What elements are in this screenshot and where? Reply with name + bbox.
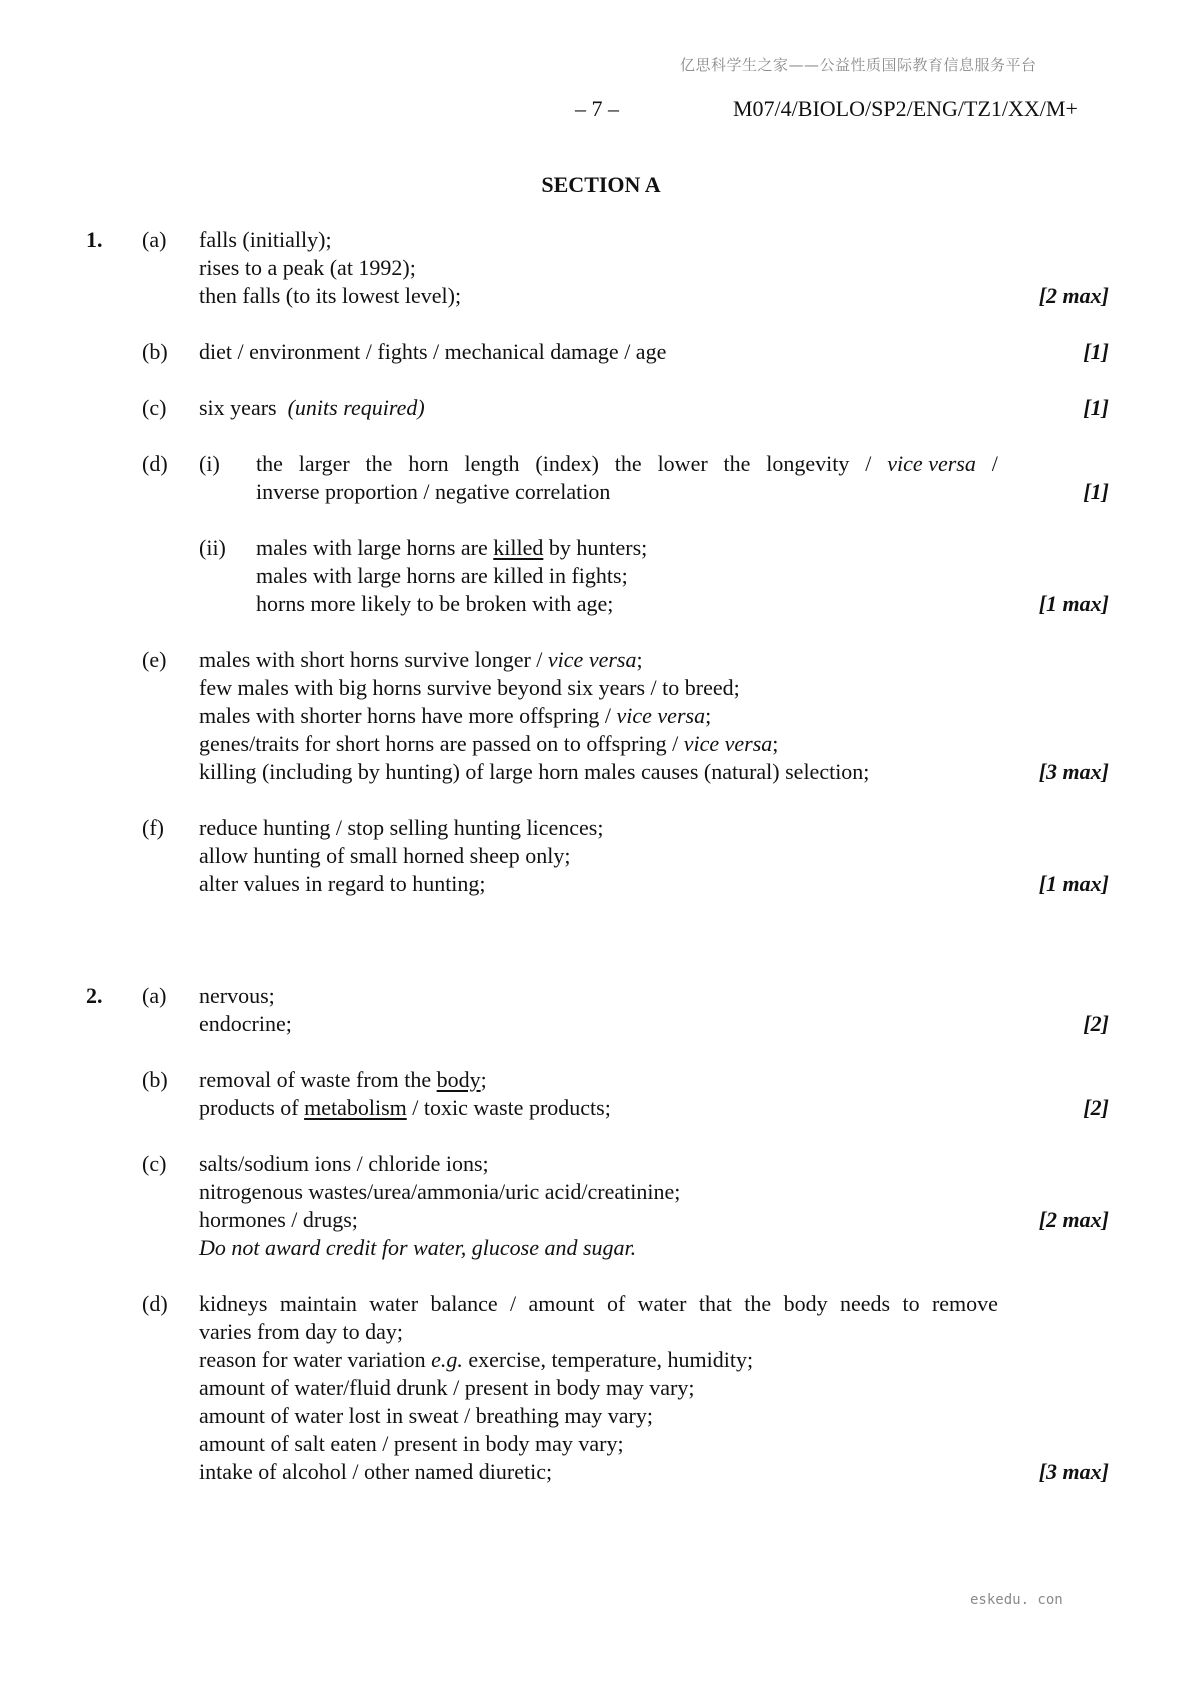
q2d-line-1: kidneys maintain water balance / amount of water that the body needs to remove bbox=[199, 1291, 998, 1316]
q2d-label: (d) bbox=[142, 1291, 168, 1316]
q1dii-line-1: males with large horns are killed by hunters; bbox=[256, 535, 648, 560]
q2b-line-2: products of metabolism / toxic waste products; bbox=[199, 1095, 611, 1120]
q1b-mark: [1] bbox=[1083, 339, 1109, 364]
q1e-line-5: killing (including by hunting) of large horn males causes (natural) selection; bbox=[199, 759, 870, 784]
q2a-line-1: nervous; bbox=[199, 983, 275, 1008]
q2a-label: (a) bbox=[142, 983, 167, 1008]
q1dii-label: (ii) bbox=[199, 535, 226, 560]
q2c-line-3: hormones / drugs; bbox=[199, 1207, 358, 1232]
q1f-line-3: alter values in regard to hunting; bbox=[199, 871, 486, 896]
q1f-mark: [1 max] bbox=[1038, 871, 1109, 896]
q2b-mark: [2] bbox=[1083, 1095, 1109, 1120]
q1f-line-2: allow hunting of small horned sheep only; bbox=[199, 843, 571, 868]
q2d-line-3: reason for water variation e.g. exercise, temperature, humidity; bbox=[199, 1347, 754, 1372]
watermark-bottom: eskedu. con bbox=[970, 1592, 1063, 1608]
q1di-label: (i) bbox=[199, 451, 220, 476]
q1dii-line-2: males with large horns are killed in fights; bbox=[256, 563, 628, 588]
q2b-line-1: removal of waste from the body; bbox=[199, 1067, 487, 1092]
q1e-mark: [3 max] bbox=[1038, 759, 1109, 784]
q1e-label: (e) bbox=[142, 647, 167, 672]
q1e-line-2: few males with big horns survive beyond six years / to breed; bbox=[199, 675, 740, 700]
q1dii-mark: [1 max] bbox=[1038, 591, 1109, 616]
q2d-line-7: intake of alcohol / other named diuretic; bbox=[199, 1459, 553, 1484]
q1c-mark: [1] bbox=[1083, 395, 1109, 420]
q1a-line-2: rises to a peak (at 1992); bbox=[199, 255, 416, 280]
q2c-label: (c) bbox=[142, 1151, 167, 1176]
q1a-line-1: falls (initially); bbox=[199, 227, 332, 252]
q1a-line-3: then falls (to its lowest level); bbox=[199, 283, 462, 308]
watermark-top: 亿思科学生之家——公益性质国际教育信息服务平台 bbox=[680, 56, 1037, 74]
q1e-line-3: males with shorter horns have more offspring / vice versa; bbox=[199, 703, 712, 728]
q1e-line-4: genes/traits for short horns are passed on to offspring / vice versa; bbox=[199, 731, 779, 756]
q1a-label: (a) bbox=[142, 227, 167, 252]
q2d-line-2: varies from day to day; bbox=[199, 1319, 404, 1344]
q2a-line-2: endocrine; bbox=[199, 1011, 292, 1036]
q2d-line-6: amount of salt eaten / present in body may vary; bbox=[199, 1431, 624, 1456]
q2d-line-5: amount of water lost in sweat / breathing may vary; bbox=[199, 1403, 653, 1428]
question-2-number: 2. bbox=[86, 983, 103, 1008]
q1d-label: (d) bbox=[142, 451, 168, 476]
q1dii-line-3: horns more likely to be broken with age; bbox=[256, 591, 614, 616]
page-number: – 7 – bbox=[575, 96, 619, 121]
q1f-label: (f) bbox=[142, 815, 164, 840]
q1a-mark: [2 max] bbox=[1038, 283, 1109, 308]
q1c-note: (units required) bbox=[287, 395, 425, 420]
q1b-label: (b) bbox=[142, 339, 168, 364]
q1c-line: six years (units required) bbox=[199, 395, 425, 420]
q1e-line-1: males with short horns survive longer / vice versa; bbox=[199, 647, 643, 672]
question-1-number: 1. bbox=[86, 227, 103, 252]
section-title: SECTION A bbox=[541, 172, 661, 197]
q2b-label: (b) bbox=[142, 1067, 168, 1092]
q1di-mark: [1] bbox=[1083, 479, 1109, 504]
q1di-line-2: inverse proportion / negative correlation bbox=[256, 479, 611, 504]
q2c-line-1: salts/sodium ions / chloride ions; bbox=[199, 1151, 489, 1176]
paper-code: M07/4/BIOLO/SP2/ENG/TZ1/XX/M+ bbox=[733, 96, 1078, 121]
q2a-mark: [2] bbox=[1083, 1011, 1109, 1036]
q2d-line-4: amount of water/fluid drunk / present in body may vary; bbox=[199, 1375, 695, 1400]
q2c-line-2: nitrogenous wastes/urea/ammonia/uric acid/creatinine; bbox=[199, 1179, 681, 1204]
q1f-line-1: reduce hunting / stop selling hunting licences; bbox=[199, 815, 604, 840]
q1b-line: diet / environment / fights / mechanical damage / age bbox=[199, 339, 667, 364]
q2c-mark: [2 max] bbox=[1038, 1207, 1109, 1232]
q1c-label: (c) bbox=[142, 395, 167, 420]
q2c-note: Do not award credit for water, glucose and sugar. bbox=[199, 1235, 637, 1260]
q2d-mark: [3 max] bbox=[1038, 1459, 1109, 1484]
q1di-line-1: the larger the horn length (index) the lower the longevity / vice versa / bbox=[256, 451, 998, 476]
